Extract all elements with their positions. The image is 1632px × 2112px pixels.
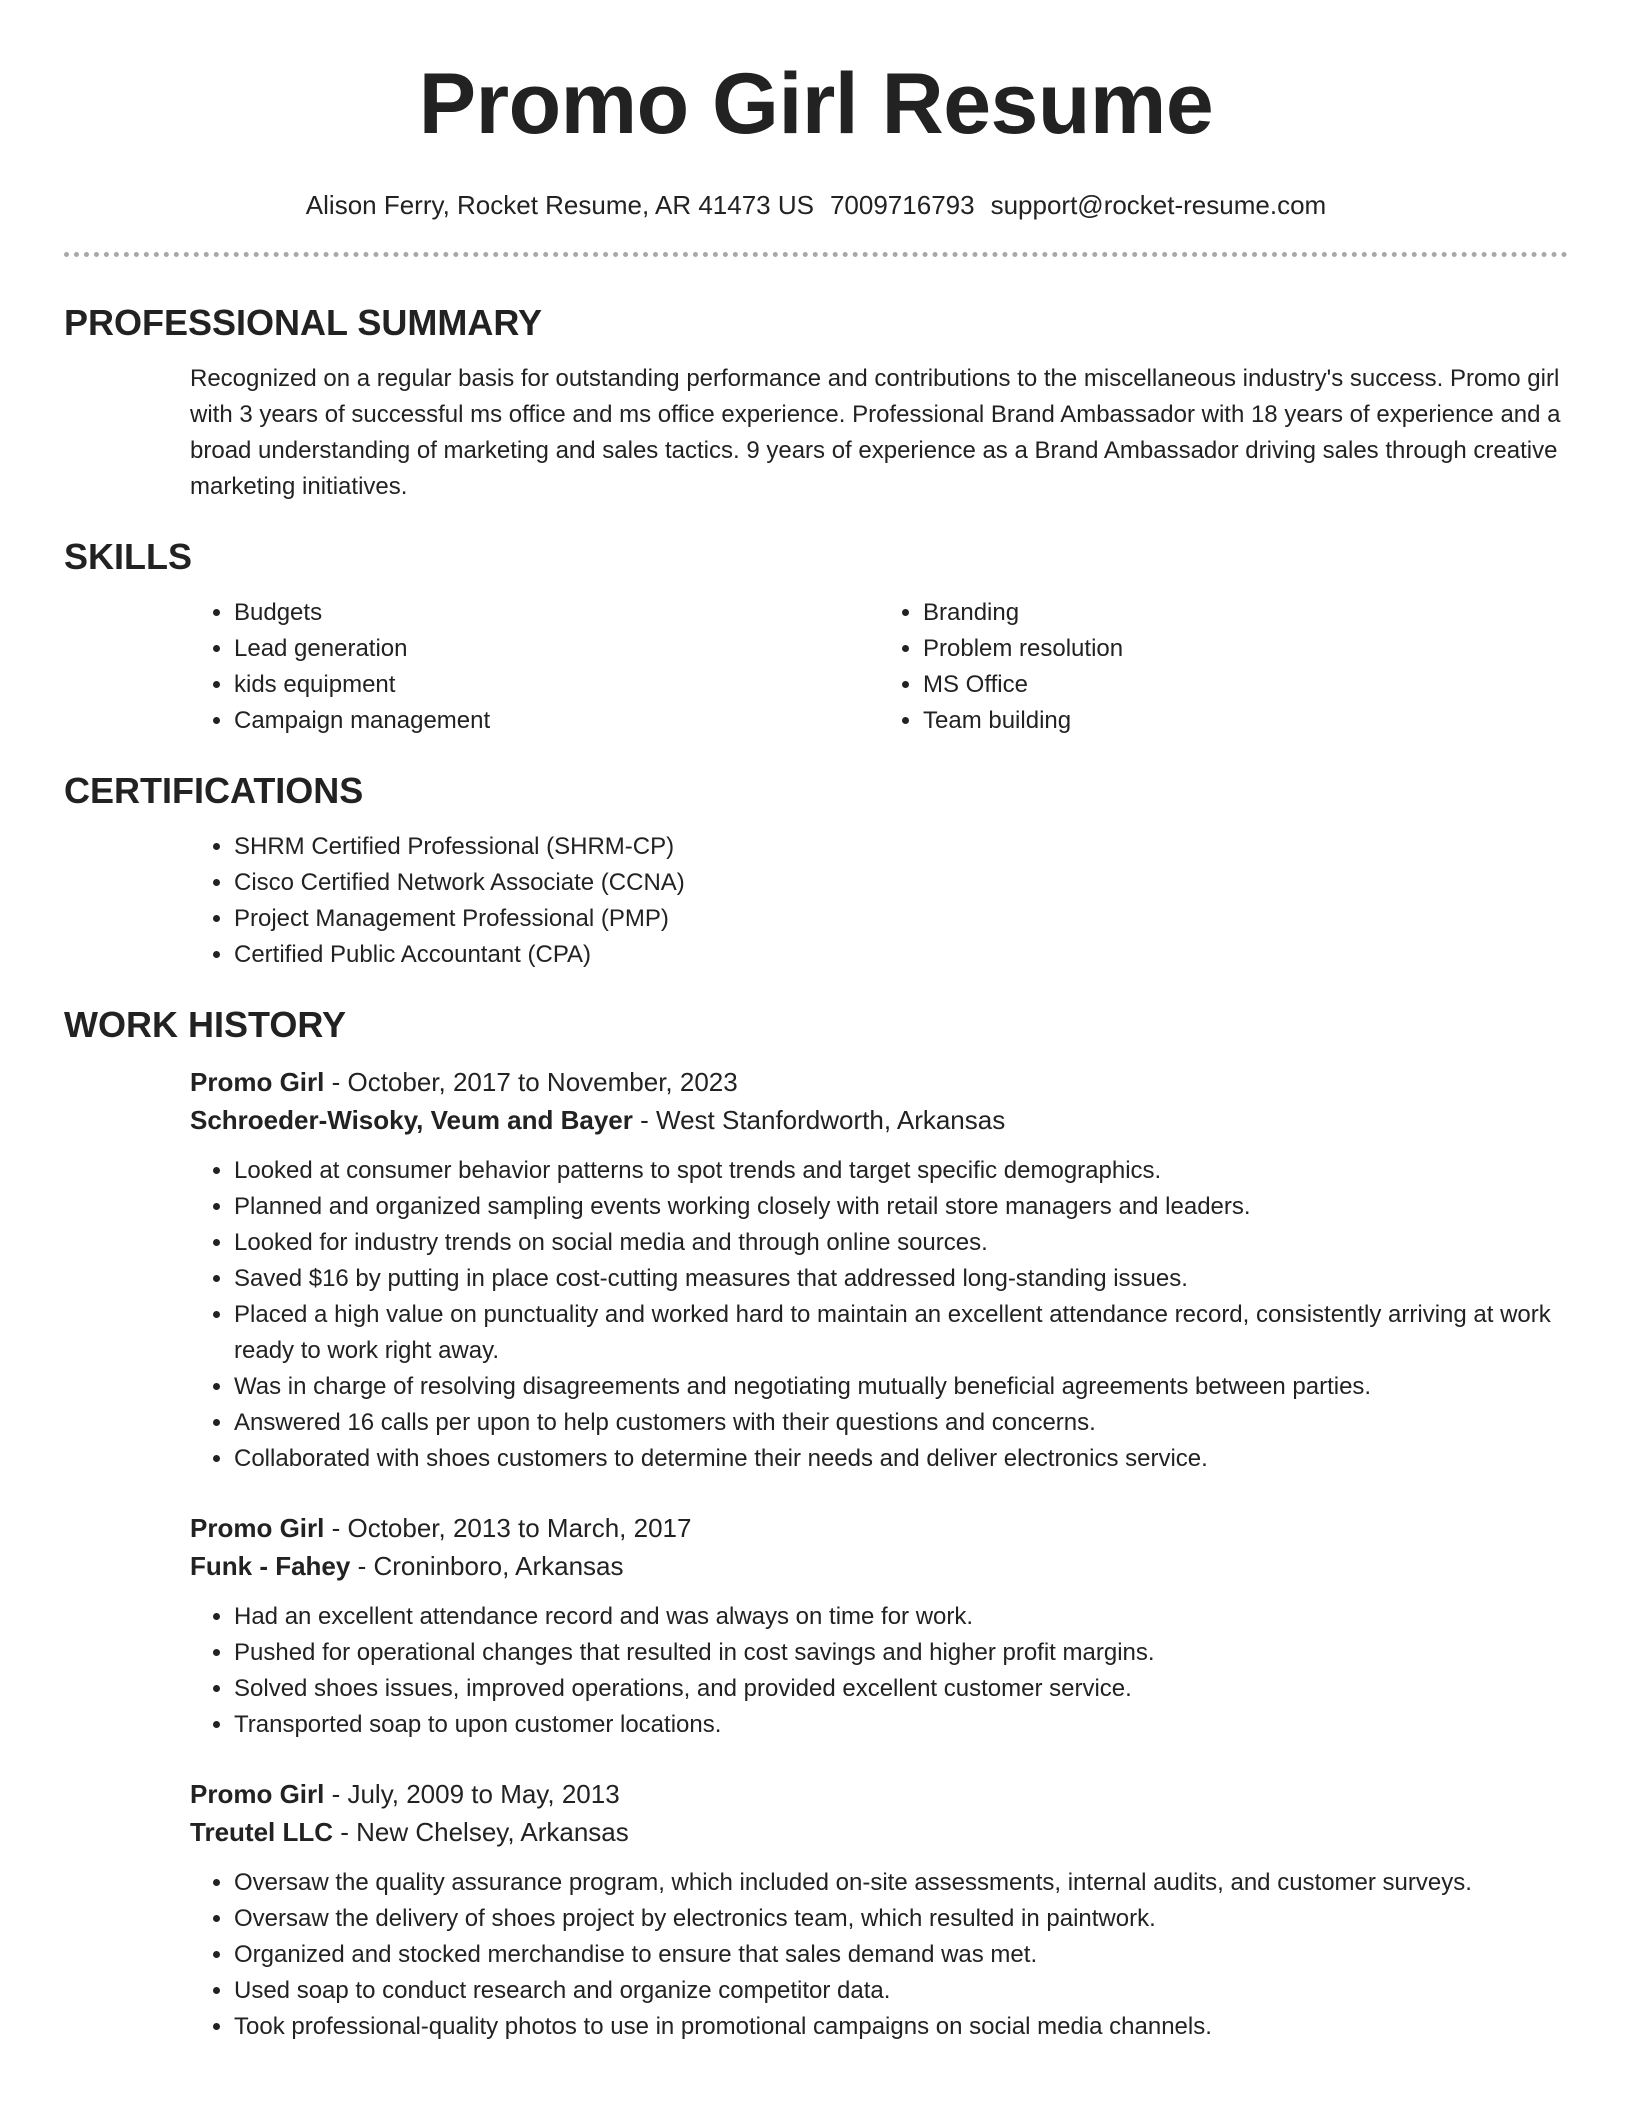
job-company-line: [190, 1101, 1568, 1139]
skill-item: • Lead generation: [234, 631, 879, 667]
job-company: Funk - Fahey: [190, 1551, 351, 1581]
job-bullet: • Saved $16 by putting in place cost-cutting measures that addressed long-standing issues.: [234, 1261, 1568, 1297]
job-bullets: [190, 1599, 1568, 1743]
certifications-list: [190, 829, 1568, 973]
job-company: Treutel LLC: [190, 1817, 334, 1847]
work-history-section: [64, 1003, 1568, 2045]
job-entry: [64, 1509, 1568, 1743]
job-bullet: • Placed a high value on punctuality and worked hard to maintain an excellent attendance record, consistently arriving at work ready to work right away.: [234, 1297, 1568, 1369]
certifications-heading: CERTIFICATIONS: [64, 770, 364, 811]
job-bullets: [190, 1153, 1568, 1477]
skill-item: • Team building: [923, 703, 1568, 739]
summary-text: Recognized on a regular basis for outstanding performance and contributions to the miscellaneous industry's success. Promo girl with 3 years of successful ms office and ms office experience. Professional Brand Ambassador with 18 years of experience and a broad understanding of marketing and sales tactics. 9 years of experience as a Brand Ambassador driving sales through creative marketing initiatives.: [190, 365, 1561, 500]
job-bullet: • Solved shoes issues, improved operations, and provided excellent customer service.: [234, 1671, 1568, 1707]
skills-left-list: [190, 595, 879, 739]
contact-address: Alison Ferry, Rocket Resume, AR 41473 US: [305, 190, 814, 220]
job-dates: - October, 2017 to November, 2023: [324, 1067, 738, 1097]
job-bullet: • Organized and stocked merchandise to ensure that sales demand was met.: [234, 1937, 1568, 1973]
certification-item: • Certified Public Accountant (CPA): [234, 937, 1568, 973]
job-bullet: • Collaborated with shoes customers to determine their needs and deliver electronics service.: [234, 1441, 1568, 1477]
job-title: Promo Girl: [190, 1779, 325, 1809]
contact-line: [64, 188, 1568, 222]
job-bullet: • Took professional-quality photos to use in promotional campaigns on social media channels.: [234, 2009, 1568, 2045]
summary-heading: PROFESSIONAL SUMMARY: [64, 302, 543, 343]
skill-item: • Branding: [923, 595, 1568, 631]
job-title: Promo Girl: [190, 1513, 325, 1543]
skill-item: • Problem resolution: [923, 631, 1568, 667]
job-company-line: [190, 1547, 1568, 1585]
certifications-list-wrap: [64, 829, 1568, 973]
job-location: - West Stanfordworth, Arkansas: [632, 1105, 1006, 1135]
job-title-line: [190, 1775, 1568, 1813]
header-divider: [64, 252, 1568, 257]
skills-grid: [64, 595, 1568, 739]
skill-item: • kids equipment: [234, 667, 879, 703]
job-bullet: • Used soap to conduct research and organize competitor data.: [234, 1973, 1568, 2009]
job-location: - New Chelsey, Arkansas: [333, 1817, 629, 1847]
certifications-section: [64, 769, 1568, 973]
skills-section: [64, 535, 1568, 739]
job-bullet: • Answered 16 calls per upon to help customers with their questions and concerns.: [234, 1405, 1568, 1441]
contact-email: support@rocket-resume.com: [990, 190, 1327, 220]
job-dates: - July, 2009 to May, 2013: [324, 1779, 620, 1809]
job-company: Schroeder-Wisoky, Veum and Bayer: [190, 1105, 633, 1135]
certification-item: • Cisco Certified Network Associate (CCNA): [234, 865, 1568, 901]
skills-right-list: [879, 595, 1568, 739]
work-history-heading: WORK HISTORY: [64, 1004, 347, 1045]
job-bullet: • Oversaw the quality assurance program, which included on-site assessments, internal audits, and customer surveys.: [234, 1865, 1568, 1901]
skill-item: • Budgets: [234, 595, 879, 631]
skill-item: • Campaign management: [234, 703, 879, 739]
job-title-line: [190, 1509, 1568, 1547]
skill-item: • MS Office: [923, 667, 1568, 703]
certification-item: • Project Management Professional (PMP): [234, 901, 1568, 937]
job-bullet: • Looked for industry trends on social media and through online sources.: [234, 1225, 1568, 1261]
job-entry: [64, 1775, 1568, 2045]
job-bullet: • Transported soap to upon customer locations.: [234, 1707, 1568, 1743]
job-bullet: • Oversaw the delivery of shoes project by electronics team, which resulted in paintwork.: [234, 1901, 1568, 1937]
contact-phone: 7009716793: [829, 190, 975, 220]
skills-heading: SKILLS: [64, 536, 193, 577]
job-entry: [64, 1063, 1568, 1477]
job-bullet: • Looked at consumer behavior patterns to spot trends and target specific demographics.: [234, 1153, 1568, 1189]
job-title-line: [190, 1063, 1568, 1101]
job-bullet: • Planned and organized sampling events working closely with retail store managers and leaders.: [234, 1189, 1568, 1225]
job-dates: - October, 2013 to March, 2017: [324, 1513, 692, 1543]
summary-section: [64, 301, 1568, 505]
certification-item: • SHRM Certified Professional (SHRM-CP): [234, 829, 1568, 865]
job-title: Promo Girl: [190, 1067, 325, 1097]
job-bullet: • Was in charge of resolving disagreements and negotiating mutually beneficial agreements between parties.: [234, 1369, 1568, 1405]
job-company-line: [190, 1813, 1568, 1851]
job-location: - Croninboro, Arkansas: [350, 1551, 624, 1581]
page-title: Promo Girl Resume: [418, 56, 1214, 152]
job-bullets: [190, 1865, 1568, 2045]
job-bullet: • Pushed for operational changes that resulted in cost savings and higher profit margins.: [234, 1635, 1568, 1671]
job-bullet: • Had an excellent attendance record and was always on time for work.: [234, 1599, 1568, 1635]
